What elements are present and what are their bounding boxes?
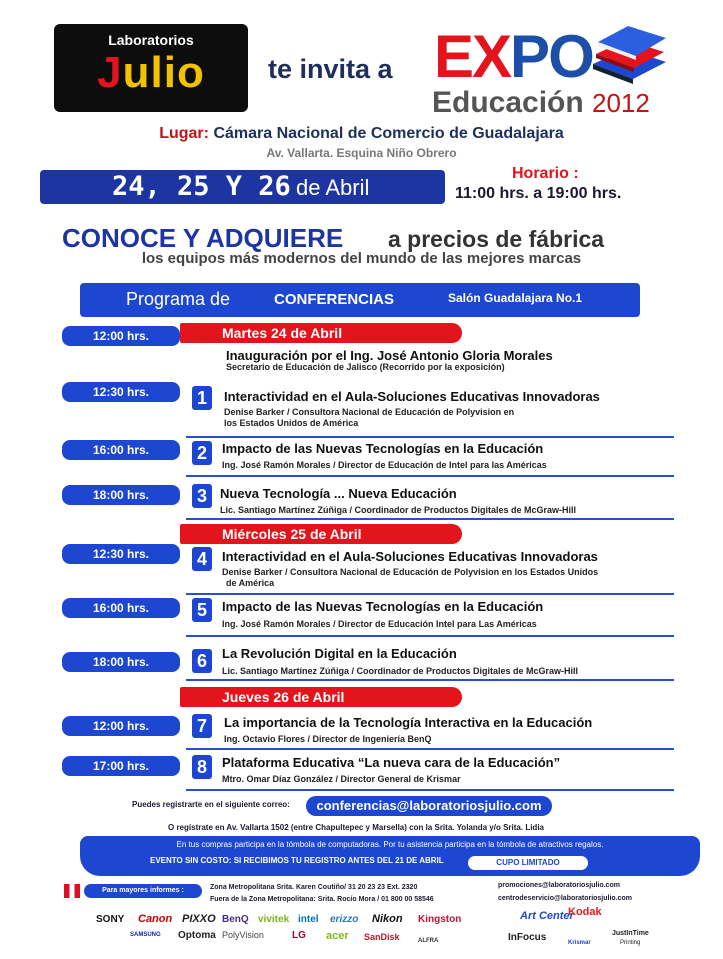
- session-divider: [186, 635, 674, 637]
- session-speaker: Denise Barker / Consultora Nacional de Educación de Polyvision en los Estados Unidos: [222, 567, 599, 577]
- session-speaker-cont: de América: [226, 578, 275, 588]
- venue-line: [0, 125, 723, 143]
- session-speaker: Ing. Octavio Flores / Director de Ingeniería BenQ: [224, 734, 432, 744]
- session-speaker: Ing. José Ramón Morales / Director de Educación de Intel para las Américas: [222, 460, 547, 470]
- session-title: La Revolución Digital en la Educación: [222, 646, 457, 661]
- session-title: Nueva Tecnología ... Nueva Educación: [220, 486, 457, 501]
- session-number: 7: [192, 714, 212, 738]
- event-days: 24, 25 Y 26: [112, 171, 291, 202]
- session-title: Impacto de las Nuevas Tecnologías en la Educación: [222, 599, 544, 614]
- logo-rest: ulio: [122, 48, 205, 97]
- brand-logo: Art Center: [520, 910, 574, 922]
- brand-logo: SAMSUNG: [130, 932, 161, 938]
- session-time: 12:30 hrs.: [62, 382, 180, 402]
- programa-banner: [80, 283, 640, 317]
- logo-main-text: [54, 48, 248, 98]
- session-number: 6: [192, 649, 212, 673]
- session-speaker: Lic. Santiago Martínez Zúñiga / Coordinador de Productos Digitales de McGraw-Hill: [222, 666, 579, 676]
- logo-j: J: [97, 48, 123, 97]
- venue-name: Cámara Nacional de Comercio de Guadalajara: [213, 125, 564, 142]
- session-time: 12:30 hrs.: [62, 544, 180, 564]
- session-time: 12:00 hrs.: [62, 716, 180, 736]
- compras-line1: En tus compras participa en la tómbola de computadoras. Por tu asistencia participa en la tómbola de atractivos regalos.: [176, 840, 604, 849]
- session-divider: [186, 679, 674, 681]
- expo-logo: [434, 22, 593, 91]
- zona-foranea: Fuera de la Zona Metropolitana: Srita. Rocío Mora / 01 800 00 58546: [210, 896, 434, 903]
- session-divider: [186, 748, 674, 750]
- session-time: 16:00 hrs.: [62, 440, 180, 460]
- session-speaker: Ing. José Ramón Morales / Director de Educación Intel para Las Américas: [222, 619, 537, 629]
- venue-label: Lugar:: [159, 125, 209, 142]
- session-divider: [186, 518, 674, 520]
- brand-logo: acer: [326, 930, 349, 942]
- session-speaker: Secretario de Educación de Jalisco (Recorrido por la exposición): [226, 362, 505, 372]
- horario-label: Horario :: [512, 165, 579, 182]
- session-title: La importancia de la Tecnología Interactiva en la Educación: [224, 715, 593, 730]
- programa-label: Programa de: [126, 289, 231, 309]
- brand-logo: Kingston: [418, 914, 462, 925]
- session-speaker: Mtro. Omar Díaz González / Director General de Krismar: [222, 774, 461, 784]
- precios-heading: a precios de fábrica: [388, 226, 605, 252]
- brand-logo: Optoma: [178, 930, 216, 941]
- session-speaker: Denise Barker / Consultora Nacional de Educación de Polyvision en: [224, 407, 515, 417]
- registro-email-link[interactable]: conferencias@laboratoriosjulio.com: [306, 796, 552, 816]
- day-header: Martes 24 de Abril: [180, 323, 462, 343]
- session-time: 17:00 hrs.: [62, 756, 180, 776]
- session-number: 3: [192, 484, 212, 508]
- brand-logos: [92, 906, 672, 956]
- session-speaker: Lic. Santiago Martínez Zúñiga / Coordinador de Productos Digitales de McGraw-Hill: [220, 505, 577, 515]
- year: 2012: [592, 88, 650, 118]
- session-number: 1: [192, 386, 212, 410]
- session-time: 12:00 hrs.: [62, 326, 180, 346]
- conferencias-label: CONFERENCIAS: [274, 291, 395, 308]
- session-time: 16:00 hrs.: [62, 598, 180, 618]
- brand-logo: intel: [298, 914, 319, 925]
- brand-logo: PIXXO: [182, 913, 216, 925]
- session-title: Interactividad en el Aula-Soluciones Educativas Innovadoras: [224, 389, 600, 404]
- equipos-subheading: los equipos más modernos del mundo de las mejores marcas: [141, 250, 582, 267]
- session-number: 4: [192, 547, 212, 571]
- books-icon: [588, 24, 668, 84]
- session-number: 8: [192, 755, 212, 779]
- brand-logo: InFocus: [508, 932, 547, 943]
- session-title: Inauguración por el Ing. José Antonio Gloria Morales: [226, 348, 553, 363]
- brand-logo: SanDisk: [364, 932, 400, 942]
- informes-label: Para mayores informes :: [84, 884, 202, 898]
- compras-line2: EVENTO SIN COSTO: SI RECIBIMOS TU REGISTRO ANTES DEL 21 DE ABRIL: [150, 856, 444, 865]
- invite-text: te invita a: [268, 54, 393, 84]
- date-banner: [40, 170, 445, 204]
- brand-logo: BenQ: [222, 914, 249, 925]
- logo-top-text: Laboratorios: [108, 32, 194, 48]
- session-number: 2: [192, 441, 212, 465]
- brand-logo: ALFRA: [418, 938, 439, 944]
- educacion-title: [432, 86, 650, 120]
- promociones-email[interactable]: promociones@laboratoriosjulio.com: [498, 882, 620, 889]
- session-divider: [186, 593, 674, 595]
- compras-banner: [80, 836, 700, 876]
- session-number: 5: [192, 598, 212, 622]
- horario-hours: 11:00 hrs. a 19:00 hrs.: [455, 185, 622, 202]
- brand-logo: Canon: [138, 913, 173, 925]
- session-title: Plataforma Educativa “La nueva cara de la Educación”: [222, 755, 561, 770]
- session-divider: [186, 436, 674, 438]
- conoce-heading: CONOCE Y ADQUIERE: [62, 223, 344, 253]
- zona-metropolitana: Zona Metropolitana Srita. Karen Coutiño/ 31 20 23 23 Ext. 2320: [210, 884, 418, 891]
- brand-logo: erizzo: [330, 914, 359, 925]
- session-speaker-cont: los Estados Unidos de América: [224, 418, 359, 428]
- session-divider: [186, 789, 674, 791]
- session-title: Impacto de las Nuevas Tecnologías en la Educación: [222, 441, 544, 456]
- expo-po: PO: [510, 23, 593, 90]
- cupo-limitado-badge: CUPO LIMITADO: [468, 856, 588, 870]
- brand-logo: PolyVision: [222, 930, 264, 940]
- registro-label: Puedes registrarte en el siguiente correo:: [132, 800, 290, 809]
- session-divider: [186, 475, 674, 477]
- brand-logo: LG: [292, 930, 306, 941]
- registro-alternativa: O regístrate en Av. Vallarta 1502 (entre Chapultepec y Marsella) con la Srita. Yolanda y/o Srita. Lidia: [168, 823, 544, 832]
- venue-address: Av. Vallarta. Esquina Niño Obrero: [266, 146, 457, 160]
- session-title: Interactividad en el Aula-Soluciones Educativas Innovadoras: [222, 549, 598, 564]
- day-header: Jueves 26 de Abril: [180, 687, 462, 707]
- event-month: de Abril: [296, 175, 370, 200]
- peru-flag-icon: [64, 884, 80, 898]
- brand-logo: SONY: [96, 914, 125, 925]
- brand-logo: Nikon: [372, 913, 403, 925]
- brand-logo: vivitek: [258, 914, 290, 925]
- brand-logo: Printing: [620, 940, 641, 946]
- servicio-email[interactable]: centrodeservicio@laboratoriosjulio.com: [498, 895, 633, 902]
- brand-logo: JustInTime: [612, 930, 649, 937]
- salon-label: Salón Guadalajara No.1: [448, 291, 583, 305]
- educacion-word: Educación: [432, 86, 584, 119]
- expo-ex: EX: [434, 23, 511, 90]
- session-time: 18:00 hrs.: [62, 652, 180, 672]
- session-time: 18:00 hrs.: [62, 485, 180, 505]
- brand-logo: Kodak: [568, 906, 602, 918]
- brand-logo: Krismar: [568, 940, 591, 946]
- day-header: Miércoles 25 de Abril: [180, 524, 462, 544]
- laboratorios-julio-logo: [54, 24, 248, 112]
